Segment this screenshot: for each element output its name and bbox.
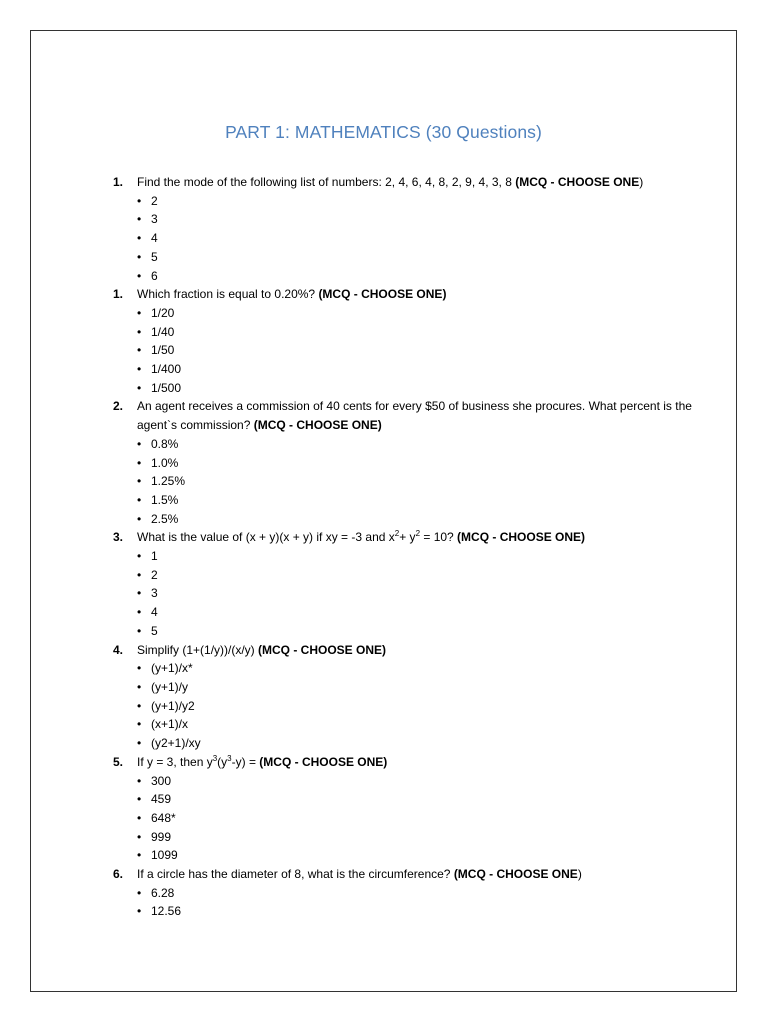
- option-item: • 1.0%: [137, 454, 693, 473]
- bullet-icon: •: [137, 474, 142, 489]
- bullet-icon: •: [137, 736, 142, 751]
- bullet-icon: •: [137, 623, 142, 638]
- option-item: • 0.8%: [137, 435, 693, 454]
- option-item: • 6: [137, 267, 693, 286]
- bullet-icon: •: [137, 212, 142, 227]
- bullet-icon: •: [137, 193, 142, 208]
- question-item: [113, 641, 693, 753]
- question-number: 2.: [113, 399, 124, 414]
- question-item: [113, 753, 693, 865]
- question-number: 5.: [113, 754, 124, 769]
- bullet-icon: •: [137, 885, 142, 900]
- option-item: • 1.5%: [137, 491, 693, 510]
- question-number: 4.: [113, 642, 124, 657]
- bullet-icon: •: [137, 567, 142, 582]
- question-number: 3.: [113, 530, 124, 545]
- option-list: [137, 772, 693, 866]
- option-item: • 300: [137, 772, 693, 791]
- option-item: • 4: [137, 603, 693, 622]
- option-item: • 1/20: [137, 304, 693, 323]
- question-item: [113, 528, 693, 640]
- mcq-label: (MCQ - CHOOSE ONE): [253, 418, 382, 433]
- option-item: • (y+1)/y: [137, 678, 693, 697]
- option-item: • 1/50: [137, 341, 693, 360]
- option-list: [137, 547, 693, 641]
- option-item: • 459: [137, 790, 693, 809]
- option-item: • 1/40: [137, 323, 693, 342]
- option-list: [137, 435, 693, 529]
- option-item: • 3: [137, 584, 693, 603]
- option-item: • 6.28: [137, 884, 693, 903]
- bullet-icon: •: [137, 249, 142, 264]
- mcq-label: (MCQ - CHOOSE ONE): [318, 287, 447, 302]
- document-page: [30, 30, 737, 992]
- option-item: • 1/500: [137, 379, 693, 398]
- mcq-label: (MCQ - CHOOSE ONE: [515, 175, 640, 189]
- bullet-icon: •: [137, 511, 142, 526]
- option-item: • 2.5%: [137, 510, 693, 529]
- option-item: • (y+1)/x*: [137, 659, 693, 678]
- option-list: [137, 659, 693, 753]
- question-text: An agent receives a commission of 40 cents for every $50 of business she procures. What percent is the agent`s commission? (MCQ - CHOOSE ONE): [137, 399, 692, 433]
- bullet-icon: •: [137, 231, 142, 246]
- mcq-label: (MCQ - CHOOSE ONE): [259, 754, 388, 769]
- option-item: • 1.25%: [137, 472, 693, 491]
- bullet-icon: •: [137, 380, 142, 395]
- bullet-icon: •: [137, 605, 142, 620]
- bullet-icon: •: [137, 679, 142, 694]
- bullet-icon: •: [137, 549, 142, 564]
- bullet-icon: •: [137, 324, 142, 339]
- option-item: • 4: [137, 229, 693, 248]
- bullet-icon: •: [137, 773, 142, 788]
- bullet-icon: •: [137, 810, 142, 825]
- question-item: [113, 397, 693, 528]
- question-number: 6.: [113, 867, 124, 882]
- bullet-icon: •: [137, 268, 142, 283]
- option-item: • 12.56: [137, 902, 693, 921]
- option-list: [137, 192, 693, 286]
- bullet-icon: •: [137, 848, 142, 863]
- page-title: PART 1: MATHEMATICS (30 Questions): [225, 122, 542, 142]
- bullet-icon: •: [137, 305, 142, 320]
- question-text: Simplify (1+(1/y))/(x/y) (MCQ - CHOOSE ONE): [137, 642, 387, 657]
- bullet-icon: •: [137, 455, 142, 470]
- option-item: • 1: [137, 547, 693, 566]
- option-item: • 999: [137, 828, 693, 847]
- option-item: • 5: [137, 248, 693, 267]
- question-item: [113, 173, 693, 285]
- option-item: • 2: [137, 192, 693, 211]
- bullet-icon: •: [137, 436, 142, 451]
- bullet-icon: •: [137, 492, 142, 507]
- bullet-icon: •: [137, 343, 142, 358]
- mcq-label: (MCQ - CHOOSE ONE): [258, 642, 387, 657]
- question-item: [113, 285, 693, 397]
- option-item: • 2: [137, 566, 693, 585]
- option-item: • 3: [137, 210, 693, 229]
- option-item: • 1099: [137, 846, 693, 865]
- option-item: • (x+1)/x: [137, 715, 693, 734]
- bullet-icon: •: [137, 586, 142, 601]
- bullet-icon: •: [137, 661, 142, 676]
- option-item: • 648*: [137, 809, 693, 828]
- question-list: [113, 173, 693, 921]
- mcq-label: (MCQ - CHOOSE ONE: [453, 867, 578, 882]
- question-number: 1.: [113, 287, 124, 302]
- question-item: [113, 865, 693, 921]
- bullet-icon: •: [137, 362, 142, 377]
- question-text: What is the value of (x + y)(x + y) if xy = -3 and $x^2+ y^2 = 10$? (MCQ - CHOOSE ONE): [137, 529, 586, 545]
- bullet-icon: •: [137, 904, 142, 919]
- question-text: If a circle has the diameter of 8, what is the circumference? (MCQ - CHOOSE ONE): [137, 867, 582, 882]
- question-text: Find the mode of the following list of numbers: 2, 4, 6, 4, 8, 2, 9, 4, 3, 8 (MCQ - CHOOSE ONE): [137, 175, 644, 189]
- option-item: • (y+1)/y2: [137, 697, 693, 716]
- option-item: • (y2+1)/xy: [137, 734, 693, 753]
- mcq-label: (MCQ - CHOOSE ONE): [457, 530, 586, 545]
- question-text: Which fraction is equal to 0.20%? (MCQ - CHOOSE ONE): [137, 287, 447, 302]
- option-list: [137, 884, 693, 921]
- bullet-icon: •: [137, 717, 142, 732]
- option-list: [137, 304, 693, 398]
- bullet-icon: •: [137, 829, 142, 844]
- bullet-icon: •: [137, 792, 142, 807]
- option-item: • 1/400: [137, 360, 693, 379]
- bullet-icon: •: [137, 698, 142, 713]
- question-number: 1.: [113, 175, 124, 189]
- option-item: • 5: [137, 622, 693, 641]
- question-text: If y = 3, then $y^3(y^3-y) = (MCQ$ - CHOOSE ONE): [137, 753, 388, 769]
